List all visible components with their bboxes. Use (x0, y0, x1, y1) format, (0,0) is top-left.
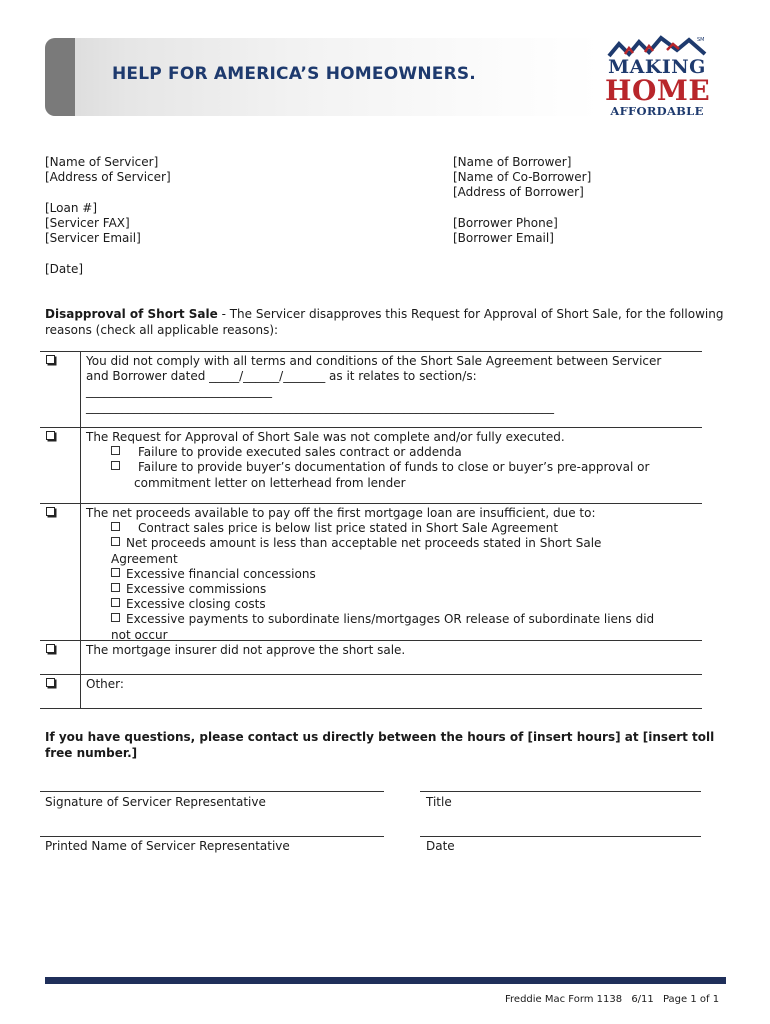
reason-row-mortgage-insurer (40, 640, 702, 675)
reason-line: The Request for Approval of Short Sale was not complete and/or fully executed. (86, 430, 565, 444)
reason-text (86, 643, 698, 658)
borrower-name: [Name of Borrower] (453, 155, 572, 169)
sub-reason-item (86, 612, 698, 627)
disapproval-heading: Disapproval of Short Sale (45, 307, 218, 321)
borrower-phone: [Borrower Phone] (453, 216, 558, 230)
form-number: Freddie Mac Form 1138 (505, 994, 623, 1005)
sub-reason-checkbox[interactable] (111, 583, 120, 592)
signature-label: Signature of Servicer Representative (45, 795, 266, 809)
agreement-date-field[interactable]: and Borrower dated _____/______/_______ as it relates to section/s: (86, 369, 477, 384)
header-title: HELP FOR AMERICA’S HOMEOWNERS. (112, 64, 476, 84)
sub-reason-label: Failure to provide executed sales contract or addenda (138, 445, 462, 460)
sub-reason-item (86, 521, 698, 536)
servicer-name: [Name of Servicer] (45, 155, 159, 169)
servicer-email: [Servicer Email] (45, 231, 141, 246)
title-line[interactable] (420, 791, 701, 792)
sub-reason-checkbox[interactable] (111, 568, 120, 577)
row-divider (80, 641, 81, 675)
borrower-address: [Address of Borrower] (453, 185, 584, 200)
row-divider (80, 428, 81, 504)
section-blank-line[interactable]: _______________________________ (86, 384, 272, 399)
sub-reason-item (86, 445, 698, 460)
letter-date: [Date] (45, 262, 84, 276)
sub-reason-continuation: commitment letter on letterhead from lender (134, 475, 406, 490)
title-label: Title (426, 795, 452, 809)
reason-text[interactable] (86, 677, 698, 692)
sub-reason-item (86, 582, 698, 597)
sub-reason-label: Net proceeds amount is less than acceptable net proceeds stated in Short Sale (126, 536, 602, 551)
disapproval-text: - The Servicer disapproves this Request for Approval of Short Sale, for the following reasons (check all applicable reasons): (45, 307, 724, 337)
sub-reason-item (86, 536, 698, 551)
page-number: Page 1 of 1 (662, 994, 720, 1005)
sub-reason-label: Contract sales price is below list price stated in Short Sale Agreement (138, 521, 559, 536)
sub-reason-checkbox[interactable] (111, 522, 120, 531)
co-borrower-name: [Name of Co-Borrower] (453, 170, 592, 185)
making-home-affordable-logo (605, 34, 715, 120)
date-label: Date (426, 839, 455, 853)
logo-line-home: HOME (605, 74, 711, 107)
reason-line: The mortgage insurer did not approve the short sale. (86, 643, 406, 657)
reason-line: The net proceeds available to pay off the first mortgage loan are insufficient, due to: (86, 506, 596, 520)
reason-checkbox[interactable] (46, 355, 55, 364)
borrower-email: [Borrower Email] (453, 231, 554, 246)
servicer-address: [Address of Servicer] (45, 170, 171, 185)
questions-note: If you have questions, please contact us directly between the hours of [insert hours] at [insert toll free number.] (45, 730, 715, 760)
sub-reason-label: Excessive commissions (126, 582, 267, 597)
loan-number: [Loan #] (45, 201, 98, 215)
logo-line-making: MAKING (608, 56, 706, 78)
reason-text (86, 430, 698, 491)
reason-text (86, 506, 698, 643)
logo-line-affordable: AFFORDABLE (610, 104, 704, 118)
row-divider (80, 675, 81, 708)
sub-reason-checkbox[interactable] (111, 613, 120, 622)
disapproval-paragraph (45, 306, 725, 338)
other-reason-label: Other: (86, 677, 124, 691)
reason-row-insufficient-proceeds (40, 503, 702, 641)
reason-checkbox[interactable] (46, 507, 55, 516)
reason-line: You did not comply with all terms and conditions of the Short Sale Agreement between Servicer (86, 354, 662, 368)
sub-reason-label: Excessive closing costs (126, 597, 266, 612)
reason-checkbox[interactable] (46, 678, 55, 687)
servicer-contact-block (45, 201, 141, 247)
signature-line[interactable] (40, 791, 384, 792)
sub-reason-item (86, 597, 698, 612)
sub-reason-label: Excessive financial concessions (126, 566, 316, 581)
service-mark: SM (697, 37, 705, 43)
sub-reason-checkbox[interactable] (111, 598, 120, 607)
printed-name-line[interactable] (40, 836, 384, 837)
reason-row-other (40, 674, 702, 709)
sub-reason-label: Excessive payments to subordinate liens/mortgages OR release of subordinate liens did (126, 612, 655, 627)
sub-reason-checkbox[interactable] (111, 461, 120, 470)
reason-checkbox[interactable] (46, 431, 55, 440)
sub-reason-label: Failure to provide buyer’s documentation of funds to close or buyer’s pre-approval or (138, 460, 650, 475)
reason-row-noncompliance (40, 351, 702, 428)
sub-reason-item (86, 567, 698, 582)
footer-bar (45, 977, 726, 984)
sub-reason-checkbox[interactable] (111, 537, 120, 546)
row-divider (80, 504, 81, 641)
sub-reason-continuation: not occur (111, 627, 168, 642)
borrower-address-block (453, 155, 591, 201)
sub-reason-checkbox[interactable] (111, 446, 120, 455)
reason-row-incomplete-request (40, 427, 702, 504)
date-line[interactable] (420, 836, 701, 837)
reason-text (86, 354, 698, 415)
sub-reason-continuation: Agreement (111, 551, 178, 566)
section-blank-line-long[interactable]: ______________________________________________________________________________ (86, 399, 554, 414)
borrower-contact-block (453, 216, 558, 246)
header-banner-cap (45, 38, 75, 116)
sub-reason-item (86, 460, 698, 475)
reason-checkbox[interactable] (46, 644, 55, 653)
servicer-address-block (45, 155, 171, 185)
printed-name-label: Printed Name of Servicer Representative (45, 839, 290, 853)
row-divider (80, 352, 81, 428)
house-roofline-icon (605, 34, 709, 58)
servicer-fax: [Servicer FAX] (45, 216, 130, 231)
form-date: 6/11 (631, 994, 654, 1005)
footer-text (505, 994, 719, 1005)
